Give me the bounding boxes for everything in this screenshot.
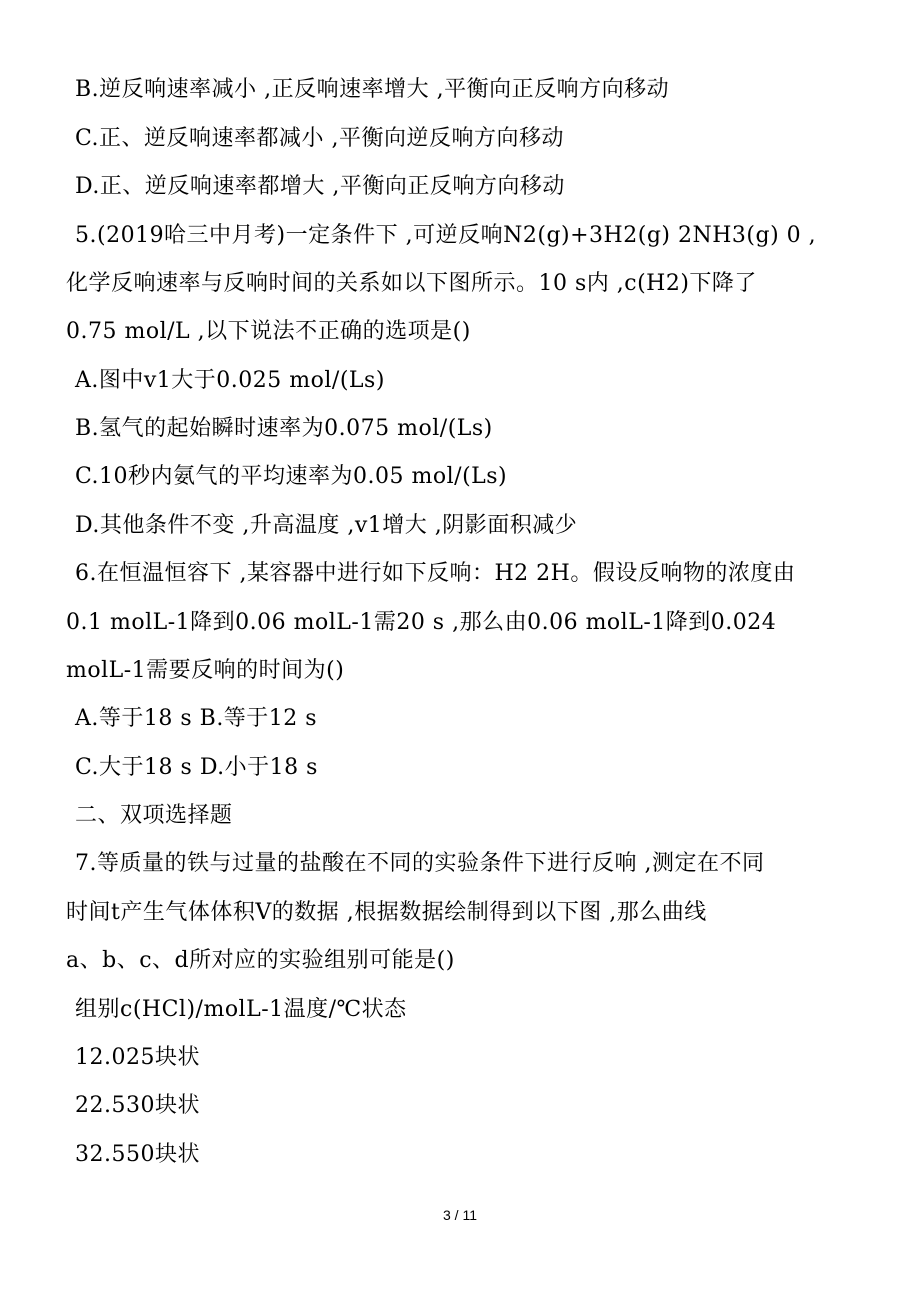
options-cd-q6: C.大于18 s D.小于18 s: [75, 755, 318, 780]
table-row: 22.530块状: [75, 1093, 200, 1118]
question-6-stem-cont: molL-1需要反响的时间为(): [66, 658, 345, 683]
question-6-stem-cont: 0.1 molL-1降到0.06 molL-1需20 s ,那么由0.06 molL-1降到0.024: [66, 610, 777, 635]
table-header: 组别c(HCl)/molL-1温度/℃状态: [75, 997, 407, 1022]
option-a-q5: A.图中v1大于0.025 mol/(Ls): [75, 368, 385, 393]
question-7-stem: 7.等质量的铁与过量的盐酸在不同的实验条件下进行反响 ,测定在不同: [75, 851, 765, 876]
option-c-q5: C.10秒内氨气的平均速率为0.05 mol/(Ls): [75, 464, 508, 489]
option-b-q5: B.氢气的起始瞬时速率为0.075 mol/(Ls): [75, 416, 493, 441]
option-b-q4: B.逆反响速率减小 ,正反响速率增大 ,平衡向正反响方向移动: [75, 77, 670, 102]
table-row: 32.550块状: [75, 1142, 200, 1167]
options-ab-q6: A.等于18 s B.等于12 s: [75, 706, 318, 731]
option-d-q4: D.正、逆反响速率都增大 ,平衡向正反响方向移动: [75, 174, 565, 199]
section-heading: 二、双项选择题: [75, 803, 233, 828]
table-row: 12.025块状: [75, 1045, 200, 1070]
question-5-stem: 5.(2019哈三中月考)一定条件下 ,可逆反响N2(g)+3H2(g) 2NH3(g) 0 ,: [75, 223, 817, 248]
page-number: 3 / 11: [443, 1207, 477, 1223]
question-7-stem-cont: 时间t产生气体体积V的数据 ,根据数据绘制得到以下图 ,那么曲线: [66, 900, 707, 925]
question-5-stem-cont: 0.75 mol/L ,以下说法不正确的选项是(): [66, 319, 471, 344]
question-6-stem: 6.在恒温恒容下 ,某容器中进行如下反响：H2 2H。假设反响物的浓度由: [75, 561, 796, 586]
option-c-q4: C.正、逆反响速率都减小 ,平衡向逆反响方向移动: [75, 126, 565, 151]
question-7-stem-cont: a、b、c、d所对应的实验组别可能是(): [66, 948, 455, 973]
question-5-stem-cont: 化学反响速率与反响时间的关系如以下图所示。10 s内 ,c(H2)下降了: [66, 271, 757, 296]
option-d-q5: D.其他条件不变 ,升高温度 ,v1增大 ,阴影面积减少: [75, 513, 578, 538]
